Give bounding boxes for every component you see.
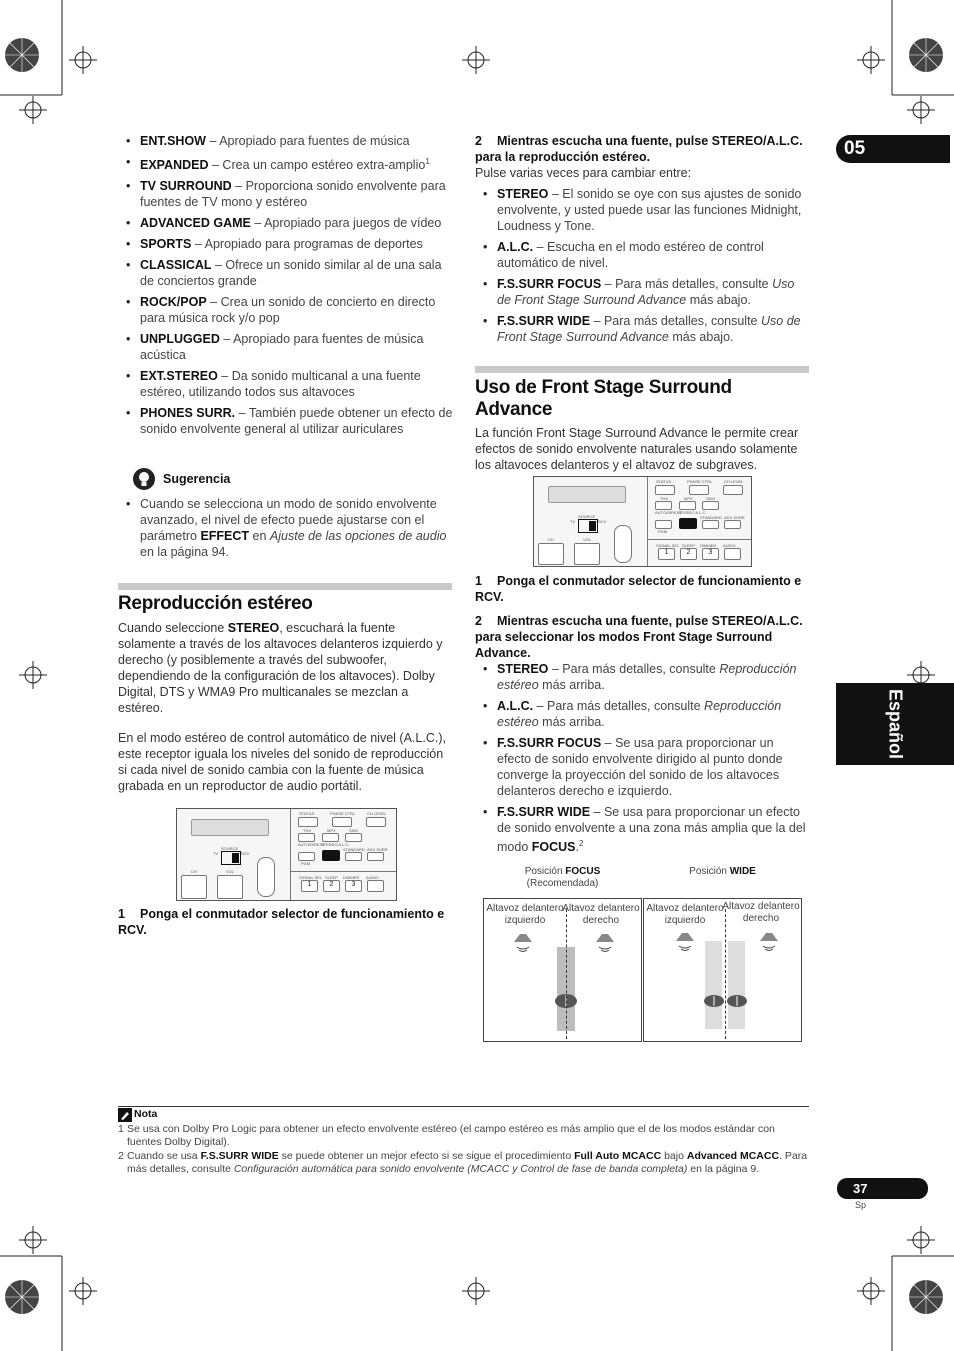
list-item: • UNPLUGGED – Apropiado para fuentes de música acústica — [118, 331, 454, 363]
page-language-code: Sp — [855, 1200, 867, 1210]
stereo-section — [118, 593, 452, 794]
wide-diagram: Altavoz delantero izquierdo Altavoz delantero derecho — [643, 898, 802, 1042]
speaker-icon — [670, 929, 700, 953]
list-item: • A.L.C. – Escucha en el modo estéreo de control automático de nivel. — [475, 239, 809, 271]
stereo-alc-button — [679, 518, 697, 529]
section-rule — [118, 583, 452, 590]
list-item: • F.S.SURR FOCUS – Para más detalles, consulte Uso de Front Stage Surround Advance más abajo. — [475, 276, 809, 308]
footnote-1: 1 Se usa con Dolby Pro Logic para obtener un efecto envolvente estéreo (el campo estéreo es más amplio que el de los modos estándar con fuentes Dolby Digital). — [118, 1123, 775, 1148]
list-item: • STEREO – Para más detalles, consulte Reproducción estéreo más arriba. — [475, 661, 809, 693]
fssa-step-2: 2 Mientras escucha una fuente, pulse STEREO/A.L.C. para seleccionar los modos Front Stage Surround Advance. — [475, 614, 803, 660]
stereo-mode-list — [475, 186, 809, 350]
remote-illustration-left: STATUS PHASE CTRL CH LEVEL THX MPX SSM AUTO/DIRECT STEREO A.L.C. STANDARD ADV SURR PGM SIGNAL SEL SLEEP DIMMER AUDIO 1 2 3 SOURCE TV RCV CH VOL — [176, 808, 397, 901]
fssa-intro: La función Front Stage Surround Advance le permite crear efectos de sonido envolvente naturales usando solamente los altavoces delanteros y el altavoz de subgraves. — [475, 426, 799, 472]
operation-selector-switch — [578, 519, 598, 533]
list-item: • TV SURROUND – Proporciona sonido envolvente para fuentes de TV mono y estéreo — [118, 178, 454, 210]
remote-illustration-right: STATUS PHASE CTRL CH LEVEL THX MPX SSM AUTO/DIRECT STEREO A.L.C. STANDARD ADV SURR PGM SIGNAL SEL SLEEP DIMMER AUDIO 1 2 3 SOURCE TV RCV CH VOL — [533, 476, 752, 567]
footnotes — [118, 1108, 809, 1176]
footnote-rule — [118, 1106, 809, 1107]
chapter-number: 05 — [844, 138, 866, 159]
list-item: • EXT.STEREO – Da sonido multicanal a una fuente estéreo, utilizando todos sus altavoces — [118, 368, 454, 400]
list-item: • PHONES SURR. – También puede obtener un efecto de sonido envolvente general al utilizar auriculares — [118, 405, 454, 437]
focus-diagram: Altavoz delantero izquierdo Altavoz delantero derecho — [483, 898, 642, 1042]
stereo-alc-button — [322, 850, 340, 861]
tip-section — [118, 467, 454, 565]
section-rule — [475, 366, 809, 373]
stereo-paragraph-2: En el modo estéreo de control automático de nivel (A.L.C.), este receptor iguala los niveles del sonido de reproducción si cada nivel de sonido cambia con la fuente de música grabada en un reproductor de audio portátil. — [118, 731, 446, 793]
page-number-badge — [837, 1178, 928, 1199]
list-item: • ROCK/POP – Crea un sonido de concierto en directo para música rock y/o pop — [118, 294, 454, 326]
listener-head-icon — [703, 992, 725, 1010]
stereo-paragraph-1: Cuando seleccione STEREO, escuchará la fuente solamente a través de los altavoces delanteros izquierdo y derecho (y posiblemente a través del subwoofer, dependiendo de la configuración de los altavoces). Dolby Digital, DTS y WMA9 Pro multicanales se mezclan a estéreo. — [118, 621, 443, 715]
right-step-2-sub: Pulse varias veces para cambiar entre: — [475, 166, 692, 180]
focus-position-label: Posición FOCUS (Recomendada) — [524, 866, 601, 889]
page-number: 37 — [853, 1181, 868, 1196]
language-label: Español — [885, 688, 906, 760]
note-pencil-icon — [118, 1108, 132, 1122]
lightbulb-icon — [132, 467, 156, 491]
operation-selector-switch — [221, 851, 241, 865]
list-item: • F.S.SURR WIDE – Se usa para proporcionar un efecto de sonido envolvente a una zona más amplia que la del modo FOCUS.$^2$ — [475, 804, 809, 855]
tip-item: • Cuando se selecciona un modo de sonido envolvente avanzado, el nivel de efecto puede ajustarse con el parámetro EFFECT en Ajuste de las opciones de audio en la página 94. — [118, 496, 454, 560]
list-item: • SPORTS – Apropiado para programas de deportes — [118, 236, 454, 252]
speaker-icon — [590, 930, 620, 954]
sound-mode-list — [118, 133, 454, 442]
note-title: Nota — [134, 1108, 158, 1120]
fssa-section — [475, 377, 809, 473]
fssa-step-1: 1 Ponga el conmutador selector de funcionamiento e RCV. — [475, 574, 802, 604]
wide-position-label: Posición WIDE — [689, 866, 756, 877]
right-step-2: 2 Mientras escucha una fuente, pulse STEREO/A.L.C. para la reproducción estéreo. — [475, 134, 803, 164]
tip-title: Sugerencia — [163, 472, 231, 486]
list-item: • F.S.SURR FOCUS – Se usa para proporcionar un efecto de sonido envolvente dirigido al punto donde converge la proyección del sonido de los altavoces delanteros derecho e izquierdo. — [475, 735, 809, 799]
list-item: • ADVANCED GAME – Apropiado para juegos de vídeo — [118, 215, 454, 231]
stereo-step-1: 1 Ponga el conmutador selector de funcionamiento e RCV. — [118, 907, 445, 937]
list-item: • F.S.SURR WIDE – Para más detalles, consulte Uso de Front Stage Surround Advance más abajo. — [475, 313, 809, 345]
list-item: • A.L.C. – Para más detalles, consulte Reproducción estéreo más arriba. — [475, 698, 809, 730]
list-item: • EXPANDED – Crea un campo estéreo extra-amplio$^1$ — [118, 154, 454, 173]
speaker-icon — [754, 929, 784, 953]
list-item: • ENT.SHOW – Apropiado para fuentes de música — [118, 133, 454, 149]
footnote-2: 2 Cuando se usa F.S.SURR WIDE se puede obtener un mejor efecto si se sigue el procedimiento Full Auto MCACC bajo Advanced MCACC. Para más detalles, consulte Configuración automática para sonido envolvente (MCACC y Control de fase de banda completa) en la página 9. — [118, 1150, 808, 1175]
fssa-heading: Uso de Front Stage Surround Advance — [475, 377, 732, 420]
listener-head-icon — [726, 992, 748, 1010]
language-side-tab — [836, 683, 954, 765]
list-item: • STEREO – El sonido se oye con sus ajustes de sonido envolvente, y usted puede usar las funciones Midnight, Loudness y Tone. — [475, 186, 809, 234]
speaker-icon — [508, 930, 538, 954]
list-item: • CLASSICAL – Ofrece un sonido similar al de una sala de conciertos grande — [118, 257, 454, 289]
chapter-badge — [836, 135, 950, 163]
stereo-heading: Reproducción estéreo — [118, 593, 313, 614]
fssa-mode-list — [475, 661, 809, 860]
